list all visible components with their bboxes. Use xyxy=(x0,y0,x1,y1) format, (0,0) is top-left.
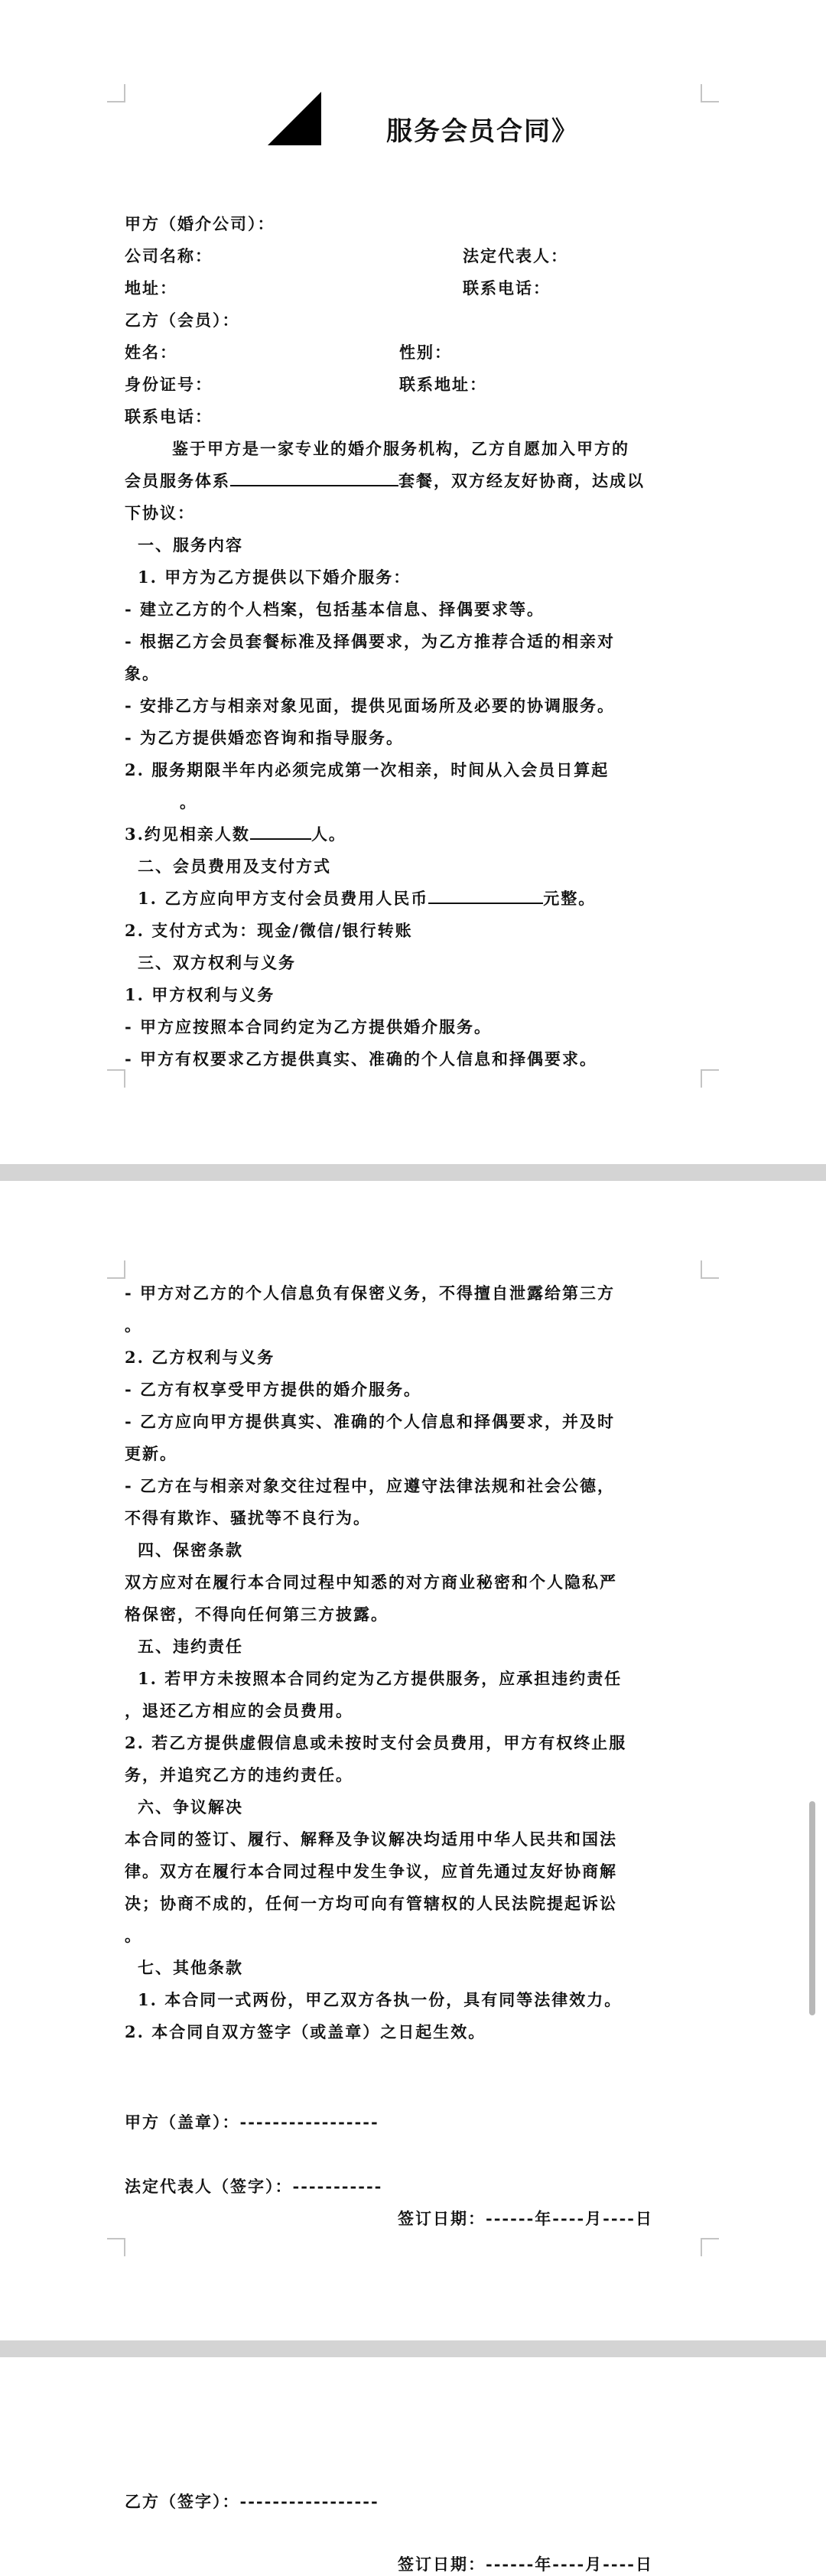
bullet-item: - 乙方应向甲方提供真实、准确的个人信息和择偶要求，并及时 xyxy=(125,1412,616,1431)
document-page-3 xyxy=(0,2357,826,2572)
contact-address-label: 联系地址： xyxy=(399,375,487,394)
intro-paragraph xyxy=(125,470,645,493)
party-b-heading: 乙方（会员）： xyxy=(125,311,240,330)
clause-item: 2. 服务期限半年内必须完成第一次相亲，时间从入会员日算起 xyxy=(125,760,610,779)
phone-label: 联系电话： xyxy=(463,278,551,298)
crop-mark xyxy=(701,2238,719,2256)
bullet-item: - 甲方对乙方的个人信息负有保密义务，不得擅自泄露给第三方 xyxy=(125,1283,616,1303)
clause-item: 务，并追究乙方的违约责任。 xyxy=(125,1765,353,1784)
section-heading: 七、其他条款 xyxy=(138,1958,243,1977)
section-heading: 一、服务内容 xyxy=(138,535,243,555)
clause-item xyxy=(138,887,596,910)
intro-text: 会员服务体系 xyxy=(125,471,230,490)
bullet-item: - 建立乙方的个人档案，包括基本信息、择偶要求等。 xyxy=(125,600,545,619)
section-heading: 二、会员费用及支付方式 xyxy=(138,857,331,876)
crop-mark xyxy=(107,2238,125,2256)
section-heading: 四、保密条款 xyxy=(138,1540,243,1560)
page-gap xyxy=(0,1164,826,1181)
document-title: 服务会员合同》 xyxy=(386,116,579,147)
party-a-heading: 甲方（婚介公司）： xyxy=(125,214,275,233)
package-blank xyxy=(230,470,398,486)
legal-rep-label: 法定代表人： xyxy=(463,246,568,265)
paragraph: 格保密，不得向任何第三方披露。 xyxy=(125,1605,389,1624)
clause-text: 元整。 xyxy=(543,889,597,908)
id-number-label: 身份证号： xyxy=(125,375,213,394)
intro-text: 套餐，双方经友好协商，达成以 xyxy=(398,471,645,490)
clause-item: 2. 支付方式为：现金/微信/银行转账 xyxy=(125,921,413,940)
signing-date-line: 签订日期：------年----月----日 xyxy=(398,2209,654,2228)
bullet-item: - 甲方应按照本合同约定为乙方提供婚介服务。 xyxy=(125,1017,493,1036)
document-page-1 xyxy=(0,0,826,1164)
clause-item: 2. 本合同自双方签字（或盖章）之日起生效。 xyxy=(125,2022,486,2041)
intro-paragraph: 下协议： xyxy=(125,503,195,522)
page-gap xyxy=(0,2340,826,2357)
clause-item: 1. 若甲方未按照本合同约定为乙方提供服务，应承担违约责任 xyxy=(138,1669,623,1688)
bullet-item: 。 xyxy=(125,1316,142,1335)
paragraph: 本合同的签订、履行、解释及争议解决均适用中华人民共和国法 xyxy=(125,1830,617,1849)
clause-item: 1. 本合同一式两份，甲乙双方各执一份，具有同等法律效力。 xyxy=(138,1990,623,2009)
bullet-item: - 安排乙方与相亲对象见面，提供见面场所及必要的协调服务。 xyxy=(125,696,616,715)
paragraph: 。 xyxy=(125,1926,142,1945)
crop-mark xyxy=(107,1260,125,1279)
company-name-label: 公司名称： xyxy=(125,246,213,265)
clause-text: 1. 乙方应向甲方支付会员费用人民币 xyxy=(138,889,429,908)
bullet-item: 不得有欺诈、骚扰等不良行为。 xyxy=(125,1508,371,1527)
paragraph: 决；协商不成的，任何一方均可向有管辖权的人民法院提起诉讼 xyxy=(125,1894,617,1913)
clause-item: 。 xyxy=(180,792,197,812)
document-title-block xyxy=(0,90,826,151)
section-heading: 六、争议解决 xyxy=(138,1797,243,1817)
document-page-2 xyxy=(0,1181,826,2340)
crop-mark xyxy=(701,1069,719,1088)
amount-blank xyxy=(428,887,543,904)
name-label: 姓名： xyxy=(125,343,177,362)
clause-item: 2. 乙方权利与义务 xyxy=(125,1348,275,1367)
address-label: 地址： xyxy=(125,278,177,298)
party-a-signature-line: 甲方（盖章）：----------------- xyxy=(125,2113,379,2132)
contact-phone-label: 联系电话： xyxy=(125,407,213,426)
signing-date-line: 签订日期：------年----月----日 xyxy=(398,2555,654,2574)
bullet-item: 象。 xyxy=(125,664,160,683)
intro-paragraph: 鉴于甲方是一家专业的婚介服务机构，乙方自愿加入甲方的 xyxy=(172,439,629,458)
clause-item: 1. 甲方为乙方提供以下婚介服务： xyxy=(138,568,411,587)
bullet-item: - 乙方有权享受甲方提供的婚介服务。 xyxy=(125,1380,422,1399)
title-triangle-shape xyxy=(268,92,321,145)
gender-label: 性别： xyxy=(399,343,452,362)
paragraph: 双方应对在履行本合同过程中知悉的对方商业秘密和个人隐私严 xyxy=(125,1573,617,1592)
bullet-item: - 甲方有权要求乙方提供真实、准确的个人信息和择偶要求。 xyxy=(125,1049,598,1068)
bullet-item: 更新。 xyxy=(125,1444,177,1463)
crop-mark xyxy=(701,1260,719,1279)
bullet-item: - 乙方在与相亲对象交往过程中，应遵守法律法规和社会公德， xyxy=(125,1476,616,1495)
clause-item: 2. 若乙方提供虚假信息或未按时支付会员费用，甲方有权终止服 xyxy=(125,1733,627,1752)
crop-mark xyxy=(107,1069,125,1088)
paragraph: 律。双方在履行本合同过程中发生争议，应首先通过友好协商解 xyxy=(125,1862,617,1881)
clause-item: ，退还乙方相应的会员费用。 xyxy=(125,1701,353,1720)
bullet-item: - 根据乙方会员套餐标准及择偶要求，为乙方推荐合适的相亲对 xyxy=(125,632,616,651)
party-b-signature-line: 乙方（签字）：----------------- xyxy=(125,2492,379,2511)
section-heading: 三、双方权利与义务 xyxy=(138,953,296,972)
clause-item: 1. 甲方权利与义务 xyxy=(125,985,275,1004)
clause-text: 人。 xyxy=(311,825,346,844)
vertical-scrollbar-thumb[interactable] xyxy=(809,1801,815,2015)
legal-rep-signature-line: 法定代表人（签字）：----------- xyxy=(125,2177,383,2196)
bullet-item: - 为乙方提供婚恋咨询和指导服务。 xyxy=(125,728,405,747)
clause-text: 3.约见相亲人数 xyxy=(125,825,250,844)
clause-item xyxy=(125,823,346,846)
count-blank xyxy=(250,823,311,840)
section-heading: 五、违约责任 xyxy=(138,1637,243,1656)
